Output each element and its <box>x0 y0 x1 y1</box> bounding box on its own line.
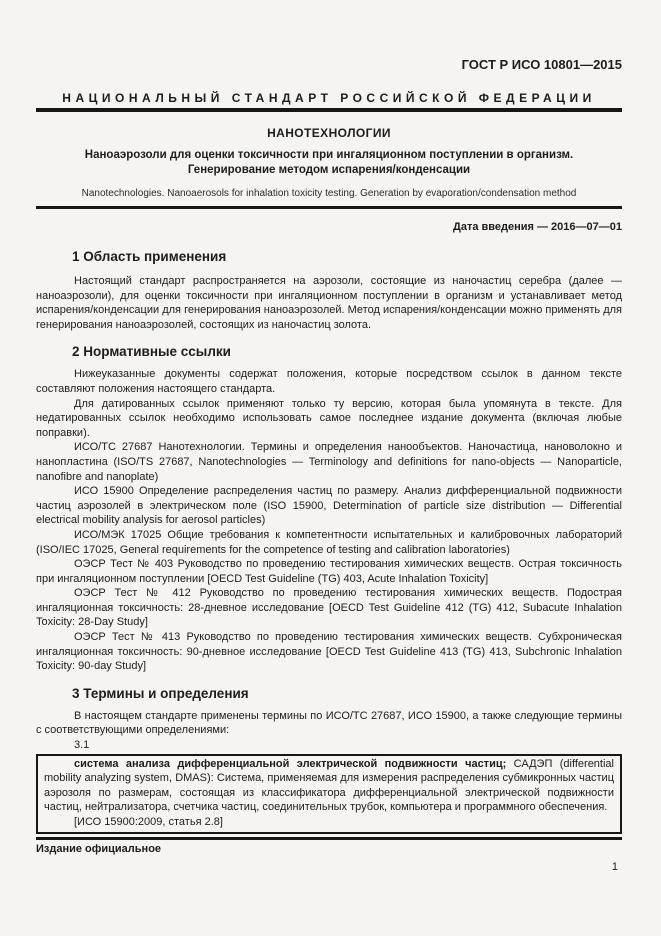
page-number: 1 <box>611 860 618 873</box>
subject-heading: НАНОТЕХНОЛОГИИ <box>267 126 391 140</box>
section-1-heading: 1 Область применения <box>72 249 227 264</box>
banner-rule <box>36 108 622 112</box>
effective-date: Дата введения — 2016—07—01 <box>453 221 622 233</box>
doc-title-line1: Наноаэрозоли для оценки токсичности при ингаляционном поступлении в организм. <box>84 149 574 161</box>
section-2-paragraph: Для датированных ссылок применяют только ту версию, которая была упомянута в тексте. Для недатированных ссылок необходимо использовать самое последнее издание документа (включая любые поправки). <box>36 397 622 439</box>
definition-body: САДЭП (differential mobility analyzing system, DMAS): Система, применяемая для измерения распределения субмикронных частиц аэрозоля по размерам, состоящая из классификатора дифференциальной электрической подвижности частиц, нейтрализатора, счетчика частиц, соединительных трубок, компьютера и программного обеспечения. <box>44 757 614 814</box>
definition-source: [ИСО 15900:2009, статья 2.8] <box>74 816 223 828</box>
definition-text <box>44 757 614 815</box>
reference-item: ИСО 15900 Определение распределения частиц по размеру. Анализ дифференциальной подвижности частиц аэрозолей в электрическом поле (ISO 15900, Determination of particle size distribution — Differential electrical mobility analysis for aerosol particles) <box>36 485 622 527</box>
section-3-intro: В настоящем стандарте применены термины по ИСО/ТС 27687, ИСО 15900, а также следующие термины с соответствующими определениями: <box>36 709 622 737</box>
reference-item: ИСО/ТС 27687 Нанотехнологии. Термины и определения нанообъектов. Наночастица, нановолокно и нанопластина (ISO/TS 27687, Nanotechnologies — Terminology and definitions for nano-objects — Nanoparticle, nanofibre and nanoplate) <box>36 441 622 483</box>
doc-title-en: Nanotechnologies. Nanoaerosols for inhalation toxicity testing. Generation by evaporation/condensation method <box>81 188 577 199</box>
definition-term: система анализа дифференциальной электрической подвижности частиц; <box>74 757 507 770</box>
reference-item: ИСО/МЭК 17025 Общие требования к компетентности испытательных и калибровочных лабораторий (ISO/IEC 17025, General requirements for the competence of testing and calibration laboratories) <box>36 528 622 556</box>
footer-rule <box>36 837 622 840</box>
section-3-heading: 3 Термины и определения <box>72 685 249 701</box>
section-1-paragraph: Настоящий стандарт распространяется на аэрозоли, состоящие из наночастиц серебра (далее — наноаэрозоли), для оценки токсичности при ингаляционном поступлении в организм и устанавливает метод испарения/конденсации для генерирования наноаэрозолей. Метод испарения/конденсации можно применять для генерирования наноаэрозолей, состоящих из наночастиц золота. <box>36 275 622 331</box>
reference-item: ОЭСР Тест № 413 Руководство по проведению тестирования химических веществ. Субхроническая ингаляционная токсичность: 90-дневное исследование [OECD Test Guideline 413 (TG) 413, Subchronic Inhalation Toxicity: 90-day Study] <box>36 631 622 673</box>
doc-title-line2: Генерирование методом испарения/конденсации <box>187 164 471 176</box>
section-2-paragraph: Нижеуказанные документы содержат положения, которые посредством ссылок в данном тексте составляют положения настоящего стандарта. <box>36 368 622 395</box>
edition-note: Издание официальное <box>36 842 162 855</box>
header-rule <box>36 206 622 209</box>
definition-box <box>36 754 622 834</box>
reference-item: ОЭСР Тест № 403 Руководство по проведению тестирования химических веществ. Острая токсичность при ингаляционном поступлении [OECD Test Guideline (TG) 403, Acute Inhalation Toxicity] <box>36 558 622 585</box>
national-standard-banner: НАЦИОНАЛЬНЫЙ СТАНДАРТ РОССИЙСКОЙ ФЕДЕРАЦИИ <box>62 91 596 105</box>
reference-item: ОЭСР Тест № 412 Руководство по проведению тестирования химических веществ. Подострая ингаляционная токсичность: 28-дневное исследование [OECD Test Guideline 412 (TG) 412, Subacute Inhalation Toxicity: 28-Day Study] <box>36 587 622 629</box>
section-2-heading: 2 Нормативные ссылки <box>72 344 231 360</box>
doc-title <box>36 148 622 178</box>
clause-number: 3.1 <box>74 739 90 752</box>
doc-code: ГОСТ Р ИСО 10801—2015 <box>461 57 622 72</box>
